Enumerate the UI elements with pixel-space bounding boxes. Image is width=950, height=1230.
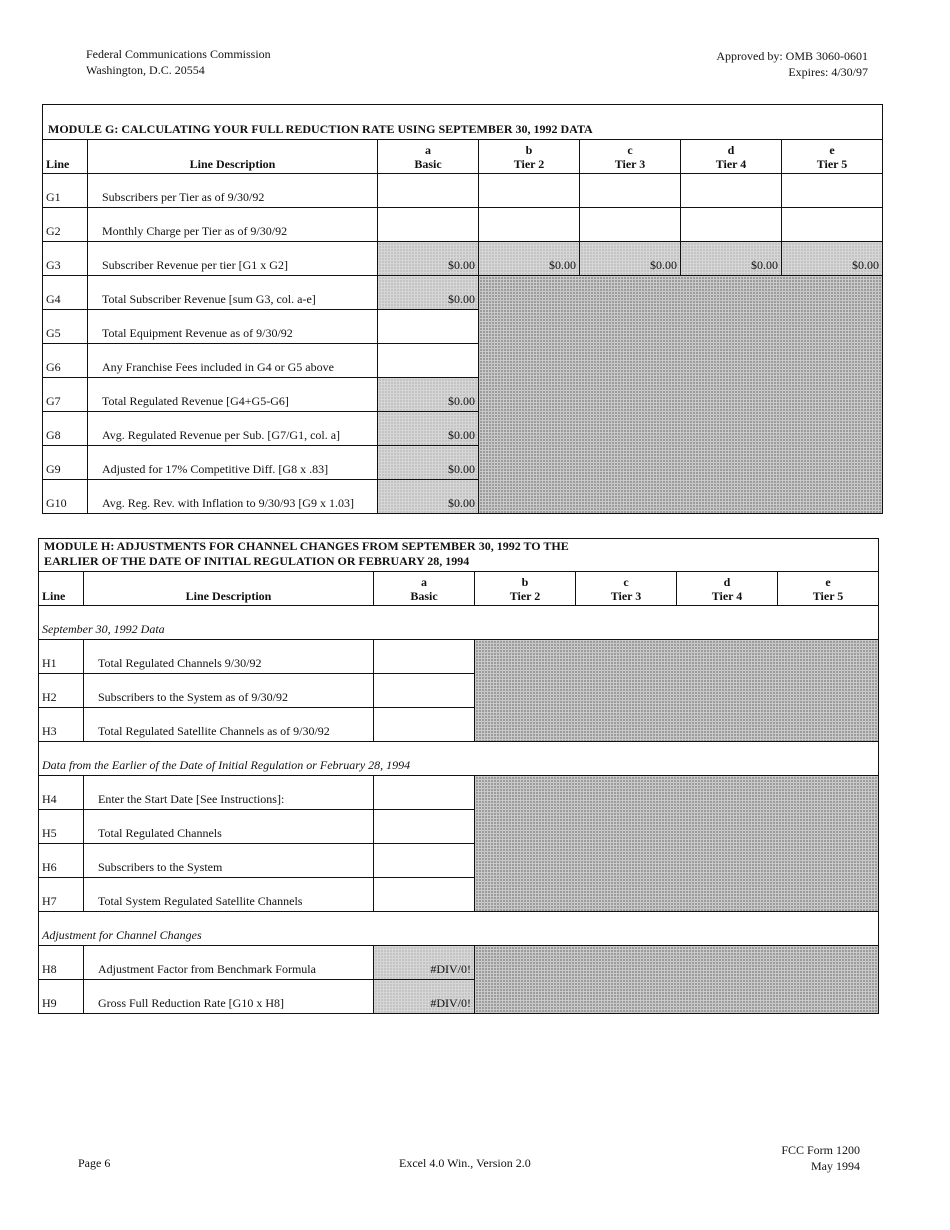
- line-description: Enter the Start Date [See Instructions]:: [84, 776, 374, 810]
- h3-basic-input[interactable]: [374, 708, 475, 742]
- form-number: FCC Form 1200: [781, 1143, 860, 1157]
- section-channel-adjustment: [39, 912, 879, 946]
- col-name: Tier 4: [715, 157, 747, 171]
- module-h-title: [39, 539, 879, 572]
- g7-basic-value: $0.00: [378, 378, 479, 412]
- line-description: Gross Full Reduction Rate [G10 x H8]: [84, 980, 374, 1014]
- page-number: Page 6: [78, 1156, 111, 1170]
- col-letter: a: [421, 575, 427, 589]
- g2-tier3-input[interactable]: [580, 208, 681, 242]
- col-name: Basic: [414, 157, 442, 171]
- col-b-header: [475, 572, 576, 606]
- line-number: H3: [39, 708, 84, 742]
- row-h8: [39, 946, 879, 980]
- module-h-table: [38, 538, 879, 1014]
- h1-basic-input[interactable]: [374, 640, 475, 674]
- line-description: Total Regulated Channels: [84, 810, 374, 844]
- line-number: G8: [43, 412, 88, 446]
- g1-tier2-input[interactable]: [479, 174, 580, 208]
- form-identifier: [781, 1142, 860, 1174]
- g3-basic-value: $0.00: [378, 242, 479, 276]
- omb-approval: Approved by: OMB 3060-0601: [716, 49, 868, 63]
- row-h1: [39, 640, 879, 674]
- line-number: H1: [39, 640, 84, 674]
- col-name: Tier 4: [711, 589, 743, 603]
- col-letter: e: [829, 143, 835, 157]
- line-number: G5: [43, 310, 88, 344]
- agency-header: [86, 46, 271, 78]
- line-description: Total Subscriber Revenue [sum G3, col. a-e]: [88, 276, 378, 310]
- col-name: Tier 5: [812, 589, 844, 603]
- g9-basic-value: $0.00: [378, 446, 479, 480]
- h5-basic-input[interactable]: [374, 810, 475, 844]
- line-number: H9: [39, 980, 84, 1014]
- line-description: Total Equipment Revenue as of 9/30/92: [88, 310, 378, 344]
- module-h-shaded-area-3: [475, 946, 879, 1014]
- section-heading: Data from the Earlier of the Date of Initial Regulation or February 28, 1994: [39, 742, 879, 776]
- g8-basic-value: $0.00: [378, 412, 479, 446]
- g2-tier2-input[interactable]: [479, 208, 580, 242]
- col-name: Basic: [410, 589, 438, 603]
- col-e-header: [778, 572, 879, 606]
- col-e-header: [782, 140, 883, 174]
- line-description: Total Regulated Channels 9/30/92: [84, 640, 374, 674]
- description-col-header: [84, 572, 374, 606]
- col-name: Tier 3: [610, 589, 642, 603]
- col-name: Tier 2: [513, 157, 545, 171]
- col-d-header: [681, 140, 782, 174]
- module-h-title-line2: EARLIER OF THE DATE OF INITIAL REGULATION OR FEBRUARY 28, 1994: [44, 554, 470, 568]
- agency-city: Washington, D.C. 20554: [86, 63, 205, 77]
- h4-basic-input[interactable]: [374, 776, 475, 810]
- line-description: Adjustment Factor from Benchmark Formula: [84, 946, 374, 980]
- line-number: G6: [43, 344, 88, 378]
- module-g-shaded-area: [479, 276, 883, 514]
- col-c-header: [580, 140, 681, 174]
- line-number: H8: [39, 946, 84, 980]
- line-number: H4: [39, 776, 84, 810]
- g1-tier3-input[interactable]: [580, 174, 681, 208]
- agency-name: Federal Communications Commission: [86, 47, 271, 61]
- col-letter: a: [425, 143, 431, 157]
- software-version: Excel 4.0 Win., Version 2.0: [399, 1156, 531, 1170]
- line-description: Subscribers per Tier as of 9/30/92: [88, 174, 378, 208]
- col-letter: e: [825, 575, 831, 589]
- form-date: May 1994: [811, 1159, 860, 1173]
- line-description: Monthly Charge per Tier as of 9/30/92: [88, 208, 378, 242]
- g2-tier4-input[interactable]: [681, 208, 782, 242]
- section-sept-1992: [39, 606, 879, 640]
- col-letter: d: [723, 575, 731, 589]
- line-col-header: [39, 572, 84, 606]
- line-description: Subscriber Revenue per tier [G1 x G2]: [88, 242, 378, 276]
- g2-basic-input[interactable]: [378, 208, 479, 242]
- g10-basic-value: $0.00: [378, 480, 479, 514]
- g3-tier4-value: $0.00: [681, 242, 782, 276]
- line-number: H5: [39, 810, 84, 844]
- module-h-title-line1: MODULE H: ADJUSTMENTS FOR CHANNEL CHANGES FROM SEPTEMBER 30, 1992 TO THE: [44, 539, 569, 553]
- approval-header: [716, 48, 868, 80]
- line-number: G9: [43, 446, 88, 480]
- g1-tier5-input[interactable]: [782, 174, 883, 208]
- line-description: Total Regulated Revenue [G4+G5-G6]: [88, 378, 378, 412]
- row-g2: [43, 208, 883, 242]
- row-g1: [43, 174, 883, 208]
- col-name: Tier 2: [509, 589, 541, 603]
- h2-basic-input[interactable]: [374, 674, 475, 708]
- line-number: G10: [43, 480, 88, 514]
- g3-tier2-value: $0.00: [479, 242, 580, 276]
- line-description: Subscribers to the System as of 9/30/92: [84, 674, 374, 708]
- g1-tier4-input[interactable]: [681, 174, 782, 208]
- col-d-header: [677, 572, 778, 606]
- g3-tier3-value: $0.00: [580, 242, 681, 276]
- line-header-label: Line: [42, 589, 66, 603]
- col-letter: b: [525, 143, 533, 157]
- g3-tier5-value: $0.00: [782, 242, 883, 276]
- col-letter: d: [727, 143, 735, 157]
- line-description: Avg. Regulated Revenue per Sub. [G7/G1, col. a]: [88, 412, 378, 446]
- section-heading: Adjustment for Channel Changes: [39, 912, 879, 946]
- description-header-label: Line Description: [189, 157, 276, 171]
- module-g-column-headers: [43, 140, 883, 174]
- col-name: Tier 3: [614, 157, 646, 171]
- section-initial-regulation: [39, 742, 879, 776]
- line-number: H7: [39, 878, 84, 912]
- col-letter: c: [627, 143, 633, 157]
- line-header-label: Line: [46, 157, 70, 171]
- module-h-shaded-area-2: [475, 776, 879, 912]
- g2-tier5-input[interactable]: [782, 208, 883, 242]
- col-c-header: [576, 572, 677, 606]
- h8-basic-value: #DIV/0!: [374, 946, 475, 980]
- section-heading: September 30, 1992 Data: [39, 606, 879, 640]
- col-name: Tier 5: [816, 157, 848, 171]
- col-a-header: [374, 572, 475, 606]
- line-col-header: [43, 140, 88, 174]
- h6-basic-input[interactable]: [374, 844, 475, 878]
- g5-basic-input[interactable]: [378, 310, 479, 344]
- line-number: G2: [43, 208, 88, 242]
- line-number: H6: [39, 844, 84, 878]
- col-letter: b: [521, 575, 529, 589]
- line-description: Total System Regulated Satellite Channels: [84, 878, 374, 912]
- row-h4: [39, 776, 879, 810]
- line-number: G3: [43, 242, 88, 276]
- line-description: Avg. Reg. Rev. with Inflation to 9/30/93 [G9 x 1.03]: [88, 480, 378, 514]
- line-number: H2: [39, 674, 84, 708]
- col-a-header: [378, 140, 479, 174]
- row-g4: [43, 276, 883, 310]
- module-g-table: [42, 104, 883, 514]
- line-description: Total Regulated Satellite Channels as of 9/30/92: [84, 708, 374, 742]
- row-g3: [43, 242, 883, 276]
- line-number: G4: [43, 276, 88, 310]
- g1-basic-input[interactable]: [378, 174, 479, 208]
- h9-basic-value: #DIV/0!: [374, 980, 475, 1014]
- module-h-shaded-area-1: [475, 640, 879, 742]
- expiration-date: Expires: 4/30/97: [788, 65, 868, 79]
- col-b-header: [479, 140, 580, 174]
- description-header-label: Line Description: [185, 589, 272, 603]
- line-description: Any Franchise Fees included in G4 or G5 above: [88, 344, 378, 378]
- g6-basic-input[interactable]: [378, 344, 479, 378]
- line-number: G7: [43, 378, 88, 412]
- h7-basic-input[interactable]: [374, 878, 475, 912]
- col-letter: c: [623, 575, 629, 589]
- line-description: Subscribers to the System: [84, 844, 374, 878]
- description-col-header: [88, 140, 378, 174]
- line-number: G1: [43, 174, 88, 208]
- module-h-column-headers: [39, 572, 879, 606]
- g4-basic-value: $0.00: [378, 276, 479, 310]
- module-g-title: MODULE G: CALCULATING YOUR FULL REDUCTION RATE USING SEPTEMBER 30, 1992 DATA: [43, 105, 883, 140]
- line-description: Adjusted for 17% Competitive Diff. [G8 x .83]: [88, 446, 378, 480]
